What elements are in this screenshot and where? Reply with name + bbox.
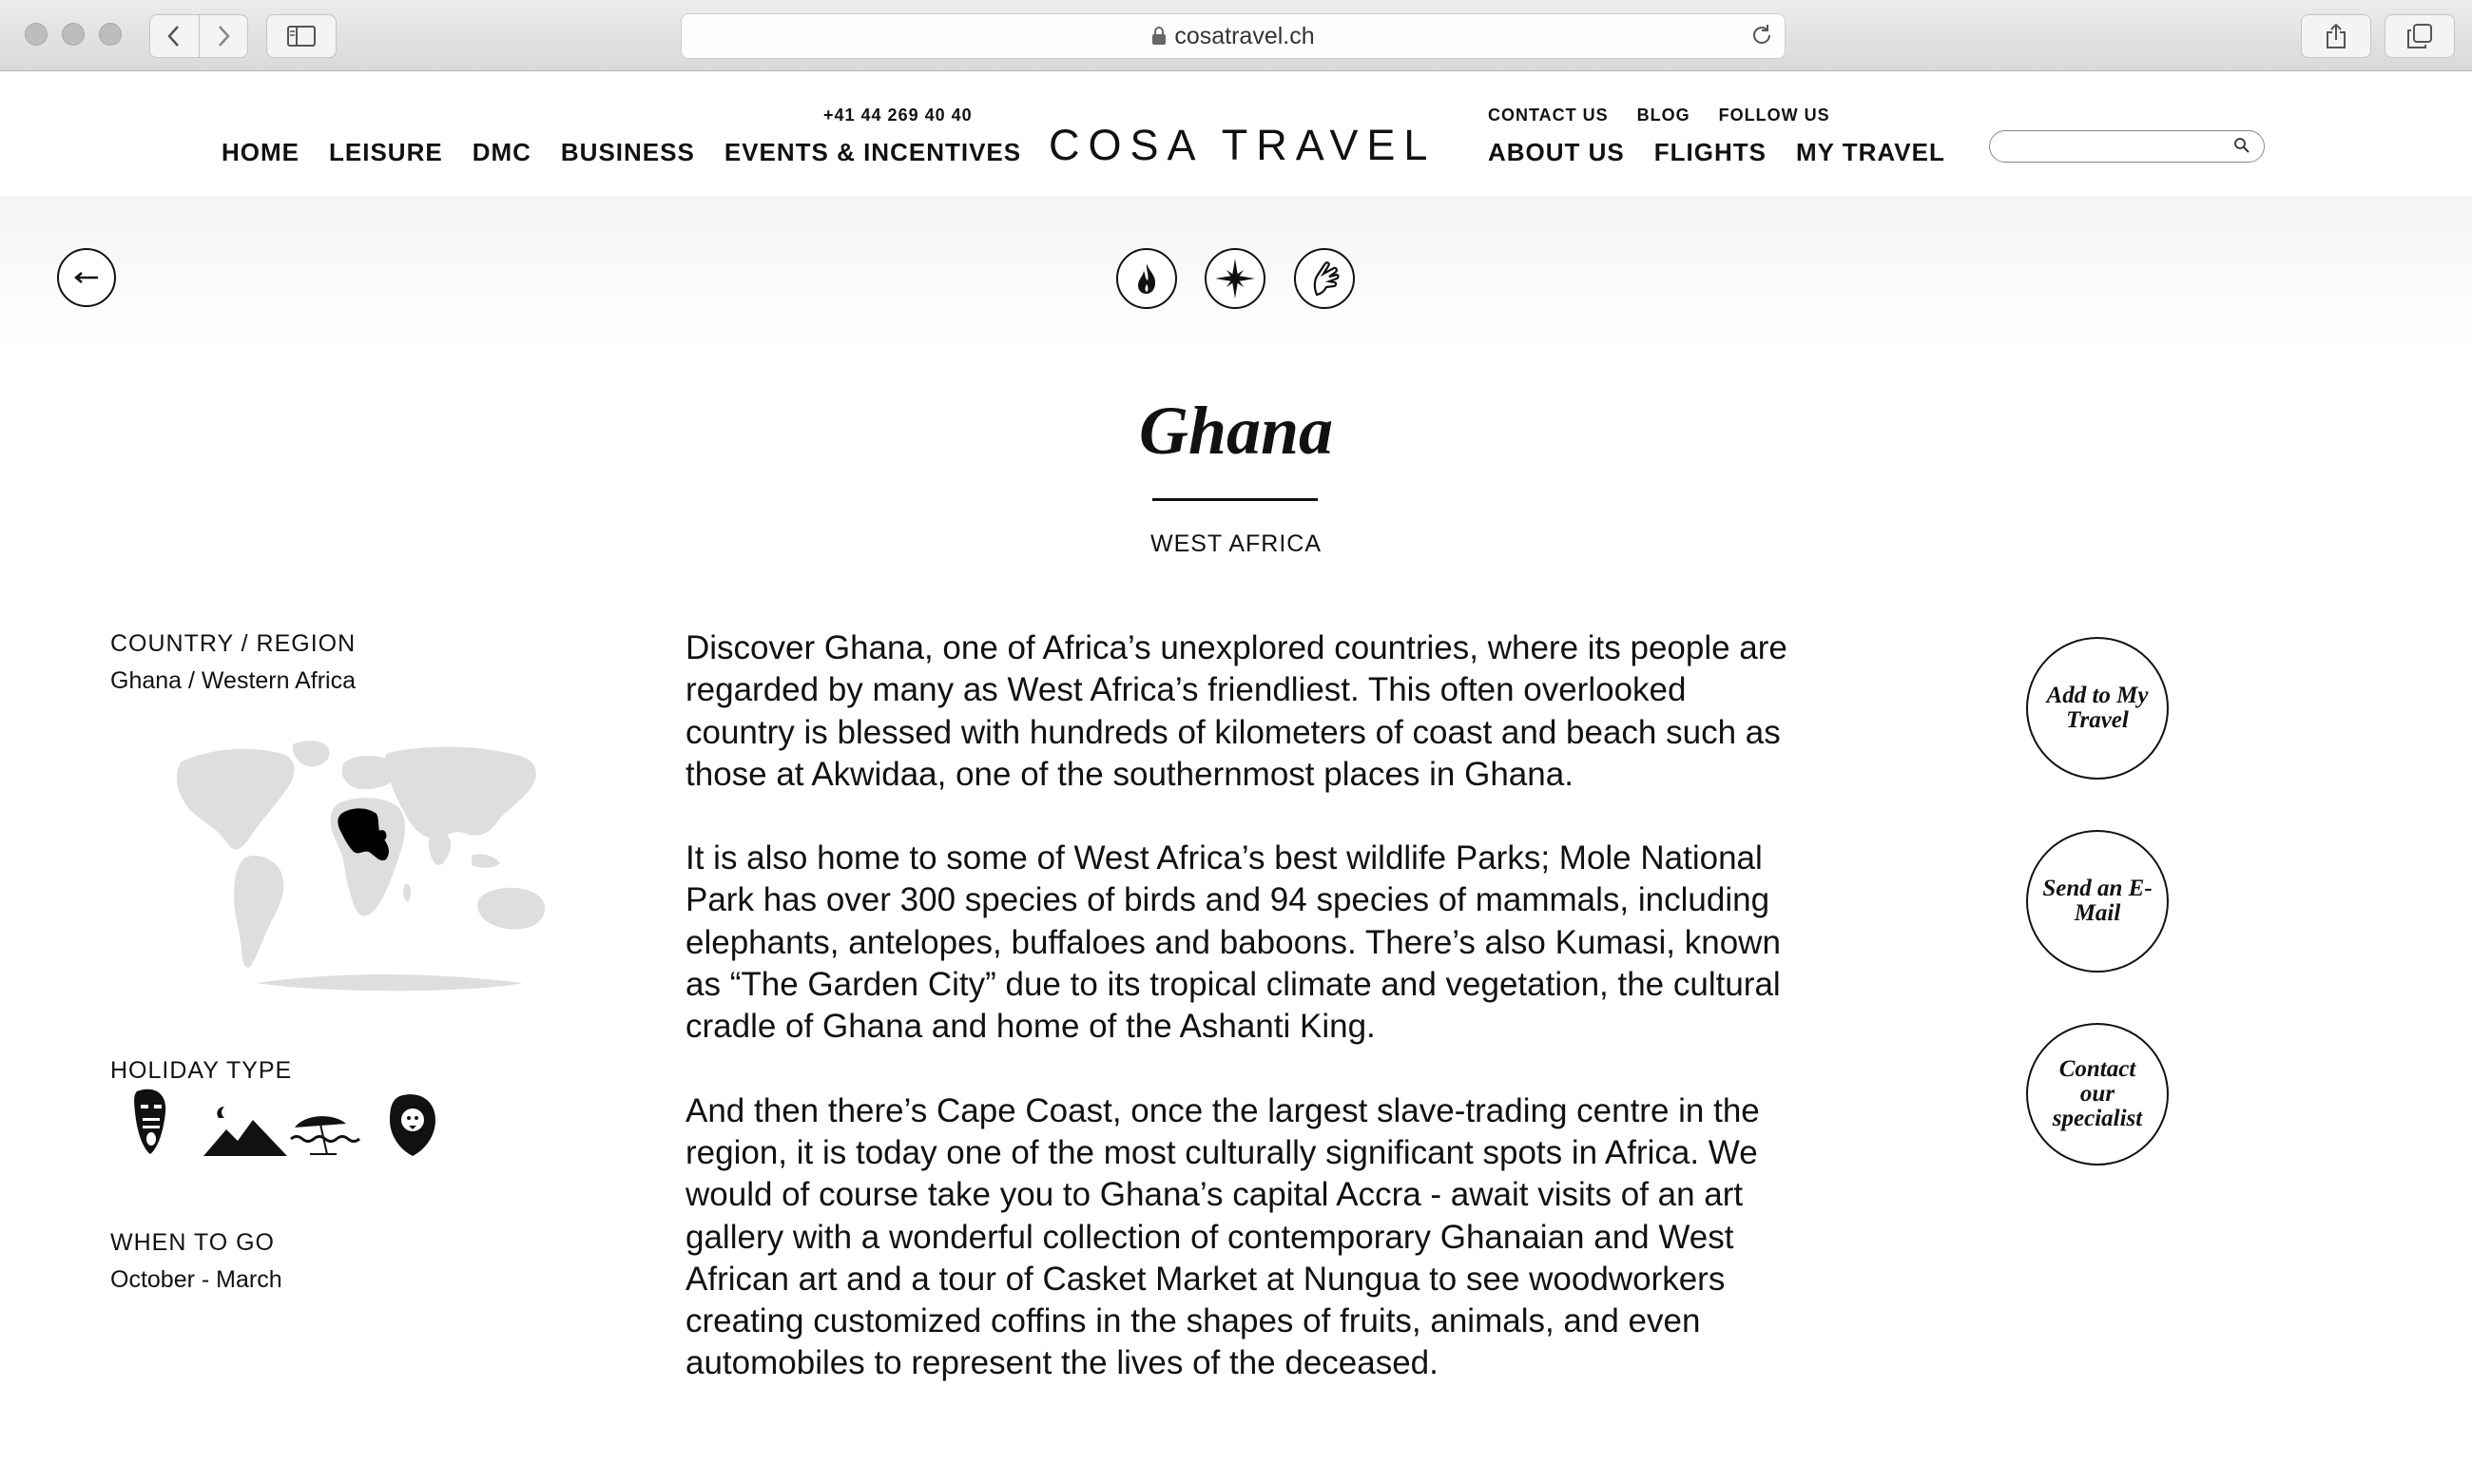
nav-about-us[interactable]: ABOUT US xyxy=(1488,138,1625,166)
nav-dmc[interactable]: DMC xyxy=(472,138,531,166)
when-to-go-label: WHEN TO GO xyxy=(110,1229,275,1256)
nav-flights[interactable]: FLIGHTS xyxy=(1653,138,1767,166)
main-nav-left xyxy=(222,138,1051,167)
tabs-icon xyxy=(2407,24,2432,48)
sidebar-icon xyxy=(287,26,316,47)
holiday-type-icons xyxy=(124,1086,466,1162)
mountains-icon xyxy=(203,1107,287,1156)
history-nav xyxy=(149,14,248,58)
flame-icon[interactable] xyxy=(1116,248,1177,309)
nav-business[interactable]: BUSINESS xyxy=(560,138,695,166)
nav-follow-us[interactable]: FOLLOW US xyxy=(1718,106,1830,125)
world-map xyxy=(143,734,599,1000)
site-header xyxy=(0,71,2472,197)
nav-blog[interactable]: BLOG xyxy=(1636,106,1690,125)
phone-number[interactable]: +41 44 269 40 40 xyxy=(823,106,973,125)
title-divider xyxy=(1152,498,1318,501)
browser-toolbar xyxy=(0,0,2472,71)
nav-my-travel[interactable]: MY TRAVEL xyxy=(1796,138,1945,166)
page-subtitle: WEST AFRICA xyxy=(1149,530,1322,557)
description-paragraph: And then there’s Cape Coast, once the largest slave-trading centre in the region, it is today one of the most culturally significant spots in Africa. We would of course take you to Ghana’s capital Accra - await visits of an art gallery with a wonderful collection of contemporary Ghanaian and West African art and a tour of Casket Market at Nungua to see woodworkers creating customized coffins in the shapes of fruits, animals, and even automobiles to represent the lives of the deceased. xyxy=(686,1091,1760,1382)
search-box xyxy=(1989,130,2265,163)
compass-star-icon[interactable] xyxy=(1205,248,1265,309)
send-email-button[interactable]: Send an E-Mail xyxy=(2026,830,2169,973)
back-button[interactable] xyxy=(57,248,116,307)
page-title: Ghana xyxy=(1138,393,1334,469)
close-window-button[interactable] xyxy=(25,23,48,46)
url-text: cosatravel.ch xyxy=(1174,22,1315,49)
arrow-left-icon xyxy=(73,270,100,285)
lion-icon xyxy=(390,1094,435,1156)
nav-contact-us[interactable]: CONTACT US xyxy=(1488,106,1609,125)
search-icon[interactable] xyxy=(2233,137,2250,159)
contact-specialist-button[interactable]: Contact our specialist xyxy=(2026,1023,2169,1166)
hand-icon[interactable] xyxy=(1294,248,1355,309)
when-to-go-value: October - March xyxy=(110,1266,282,1293)
description-paragraph: Discover Ghana, one of Africa’s unexplored countries, where its people are regarded by many as West Africa’s friendliest. This often overlooked country is blessed with hundreds of kilometers of coast and beach such as those at Akwidaa, one of the southernmost places in Ghana. xyxy=(686,629,1787,793)
lock-icon xyxy=(1151,27,1167,46)
country-region-label: COUNTRY / REGION xyxy=(110,630,357,657)
tabs-overview-button[interactable] xyxy=(2385,14,2455,58)
country-region-value: Ghana / Western Africa xyxy=(110,667,356,694)
share-icon xyxy=(2326,23,2346,49)
description-paragraph: It is also home to some of West Africa’s best wildlife Parks; Mole National Park has over 300 species of birds and 94 species of mammals, including elephants, antelopes, buffaloes and baboons. There’s also Kumasi, known as “The Garden City” due to its tropical climate and vegetation, the cultural cradle of Ghana and home of the Ashanti King. xyxy=(686,839,1781,1046)
address-bar[interactable] xyxy=(681,13,1786,59)
add-to-my-travel-button[interactable]: Add to My Travel xyxy=(2026,637,2169,780)
back-nav-button[interactable] xyxy=(150,15,199,57)
utility-nav xyxy=(1488,106,1859,125)
site-logo[interactable]: COSA TRAVEL xyxy=(1049,121,1437,169)
forward-nav-button[interactable] xyxy=(199,15,248,57)
sidebar-toggle-button[interactable] xyxy=(266,14,337,58)
mask-icon xyxy=(134,1089,165,1154)
minimize-window-button[interactable] xyxy=(62,23,85,46)
main-nav-right xyxy=(1488,138,1975,167)
reload-icon[interactable] xyxy=(1750,24,1773,53)
holiday-type-label: HOLIDAY TYPE xyxy=(110,1057,293,1084)
chevron-left-icon xyxy=(166,25,182,48)
zoom-window-button[interactable] xyxy=(99,23,122,46)
nav-events-incentives[interactable]: EVENTS & INCENTIVES xyxy=(724,138,1022,166)
share-button[interactable] xyxy=(2301,14,2371,58)
chevron-right-icon xyxy=(216,25,231,48)
country-description xyxy=(686,627,1788,1427)
beach-icon xyxy=(291,1116,359,1154)
nav-home[interactable]: HOME xyxy=(222,138,299,166)
search-input[interactable] xyxy=(2003,135,2216,158)
nav-leisure[interactable]: LEISURE xyxy=(329,138,443,166)
